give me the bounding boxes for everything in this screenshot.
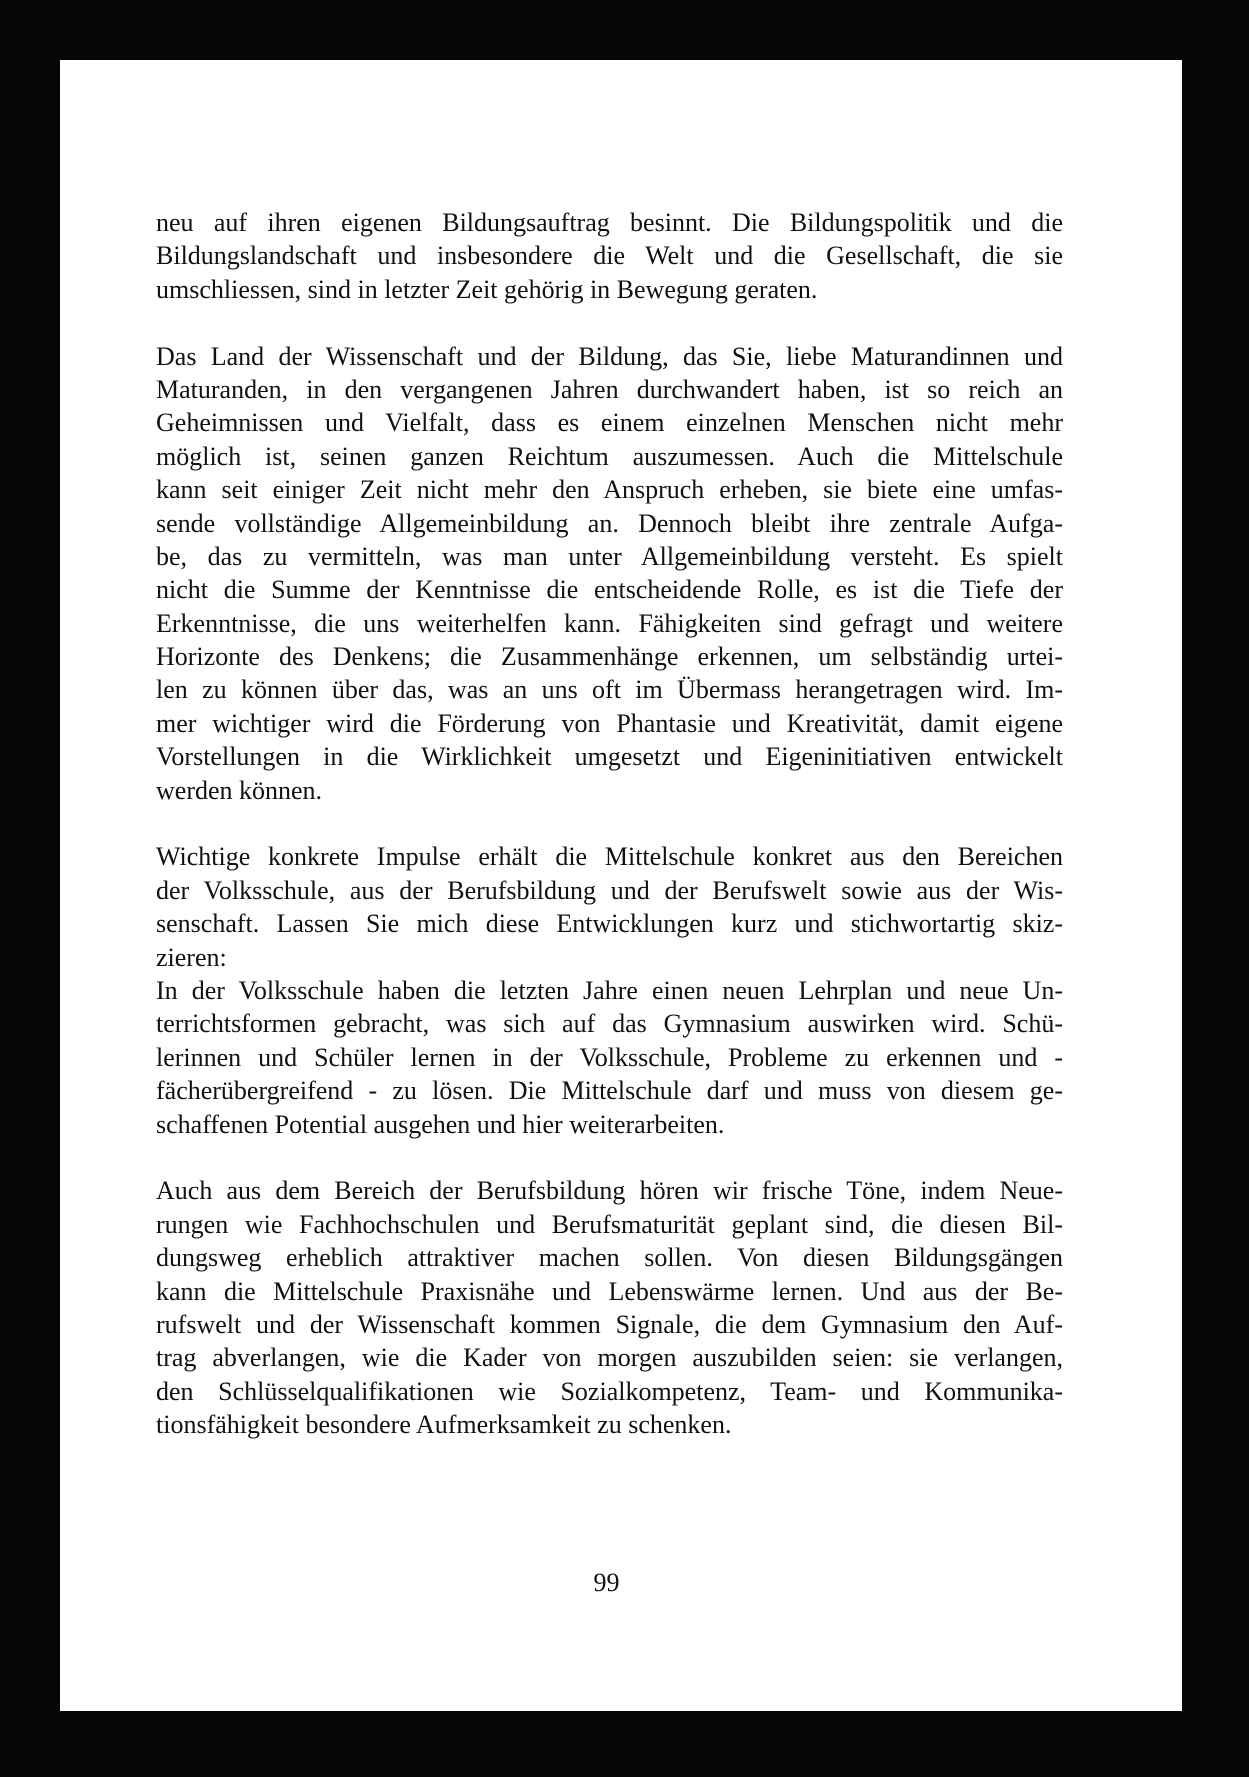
document-page: [60, 60, 1182, 1711]
paragraph: [156, 1174, 1063, 1441]
text-line: Auch aus dem Bereich der Berufsbildung hören wir frische Töne, indem Neue-: [156, 1176, 1063, 1206]
text-line: fächerübergreifend - zu lösen. Die Mittelschule darf und muss von diesem ge-: [156, 1076, 1063, 1106]
text-line: Erkenntnisse, die uns weiterhelfen kann. Fähigkeiten sind gefragt und weitere: [156, 608, 1063, 638]
text-line: Vorstellungen in die Wirklichkeit umgesetzt und Eigeninitiativen entwickelt: [156, 742, 1063, 772]
text-line: Horizonte des Denkens; die Zusammenhänge erkennen, um selbständig urtei-: [156, 642, 1063, 672]
text-line: umschliessen, sind in letzter Zeit gehörig in Bewegung geraten.: [156, 274, 818, 304]
text-line: rufswelt und der Wissenschaft kommen Signale, die dem Gymnasium den Auf-: [156, 1309, 1063, 1339]
text-line: rungen wie Fachhochschulen und Berufsmaturität geplant sind, die diesen Bil-: [156, 1209, 1063, 1239]
paragraph: [156, 840, 1063, 1141]
text-line: neu auf ihren eigenen Bildungsauftrag besinnt. Die Bildungspolitik und die: [156, 208, 1063, 237]
text-line: kann die Mittelschule Praxisnähe und Lebenswärme lernen. Und aus der Be-: [156, 1276, 1063, 1306]
text-line: Maturanden, in den vergangenen Jahren durchwandert haben, ist so reich an: [156, 374, 1063, 404]
text-line: len zu können über das, was an uns oft im Übermass herangetragen wird. Im-: [156, 675, 1063, 705]
text-line: Wichtige konkrete Impulse erhält die Mittelschule konkret aus den Bereichen: [156, 842, 1063, 872]
text-line: tionsfähigkeit besondere Aufmerksamkeit zu schenken.: [156, 1410, 732, 1440]
text-line: lerinnen und Schüler lernen in der Volksschule, Probleme zu erkennen und -: [156, 1042, 1063, 1072]
text-line: werden können.: [156, 775, 323, 805]
text-line: kann seit einiger Zeit nicht mehr den Anspruch erheben, sie biete eine umfas-: [156, 475, 1063, 505]
text-line: der Volksschule, aus der Berufsbildung und der Berufswelt sowie aus der Wis-: [156, 875, 1063, 905]
text-line: In der Volksschule haben die letzten Jahre einen neuen Lehrplan und neue Un-: [156, 975, 1063, 1005]
text-line: möglich ist, seinen ganzen Reichtum auszumessen. Auch die Mittelschule: [156, 441, 1063, 471]
paragraph: [156, 340, 1063, 807]
text-line: trag abverlangen, wie die Kader von morgen auszubilden seien: sie verlangen,: [156, 1343, 1063, 1373]
text-line: senschaft. Lassen Sie mich diese Entwicklungen kurz und stichwortartig skiz-: [156, 909, 1063, 939]
text-line: den Schlüsselqualifikationen wie Sozialkompetenz, Team- und Kommunika-: [156, 1376, 1063, 1406]
text-line: zieren:: [156, 942, 227, 972]
page-number: 99: [593, 1568, 620, 1597]
text-line: dungsweg erheblich attraktiver machen sollen. Von diesen Bildungsgängen: [156, 1243, 1063, 1273]
text-line: sende vollständige Allgemeinbildung an. Dennoch bleibt ihre zentrale Aufga-: [156, 508, 1063, 538]
text-line: be, das zu vermitteln, was man unter Allgemeinbildung versteht. Es spielt: [156, 541, 1063, 571]
text-line: mer wichtiger wird die Förderung von Phantasie und Kreativität, damit eigene: [156, 708, 1063, 738]
text-line: Geheimnissen und Vielfalt, dass es einem einzelnen Menschen nicht mehr: [156, 408, 1063, 438]
text-line: Das Land der Wissenschaft und der Bildung, das Sie, liebe Maturandinnen und: [156, 341, 1063, 371]
body-text: [156, 206, 1063, 1475]
text-line: schaffenen Potential ausgehen und hier weiterarbeiten.: [156, 1109, 725, 1139]
text-line: Bildungslandschaft und insbesondere die Welt und die Gesellschaft, die sie: [156, 241, 1063, 271]
text-line: terrichtsformen gebracht, was sich auf das Gymnasium auswirken wird. Schü-: [156, 1009, 1063, 1039]
paragraph: [156, 206, 1063, 306]
text-line: nicht die Summe der Kenntnisse die entscheidende Rolle, es ist die Tiefe der: [156, 575, 1063, 605]
